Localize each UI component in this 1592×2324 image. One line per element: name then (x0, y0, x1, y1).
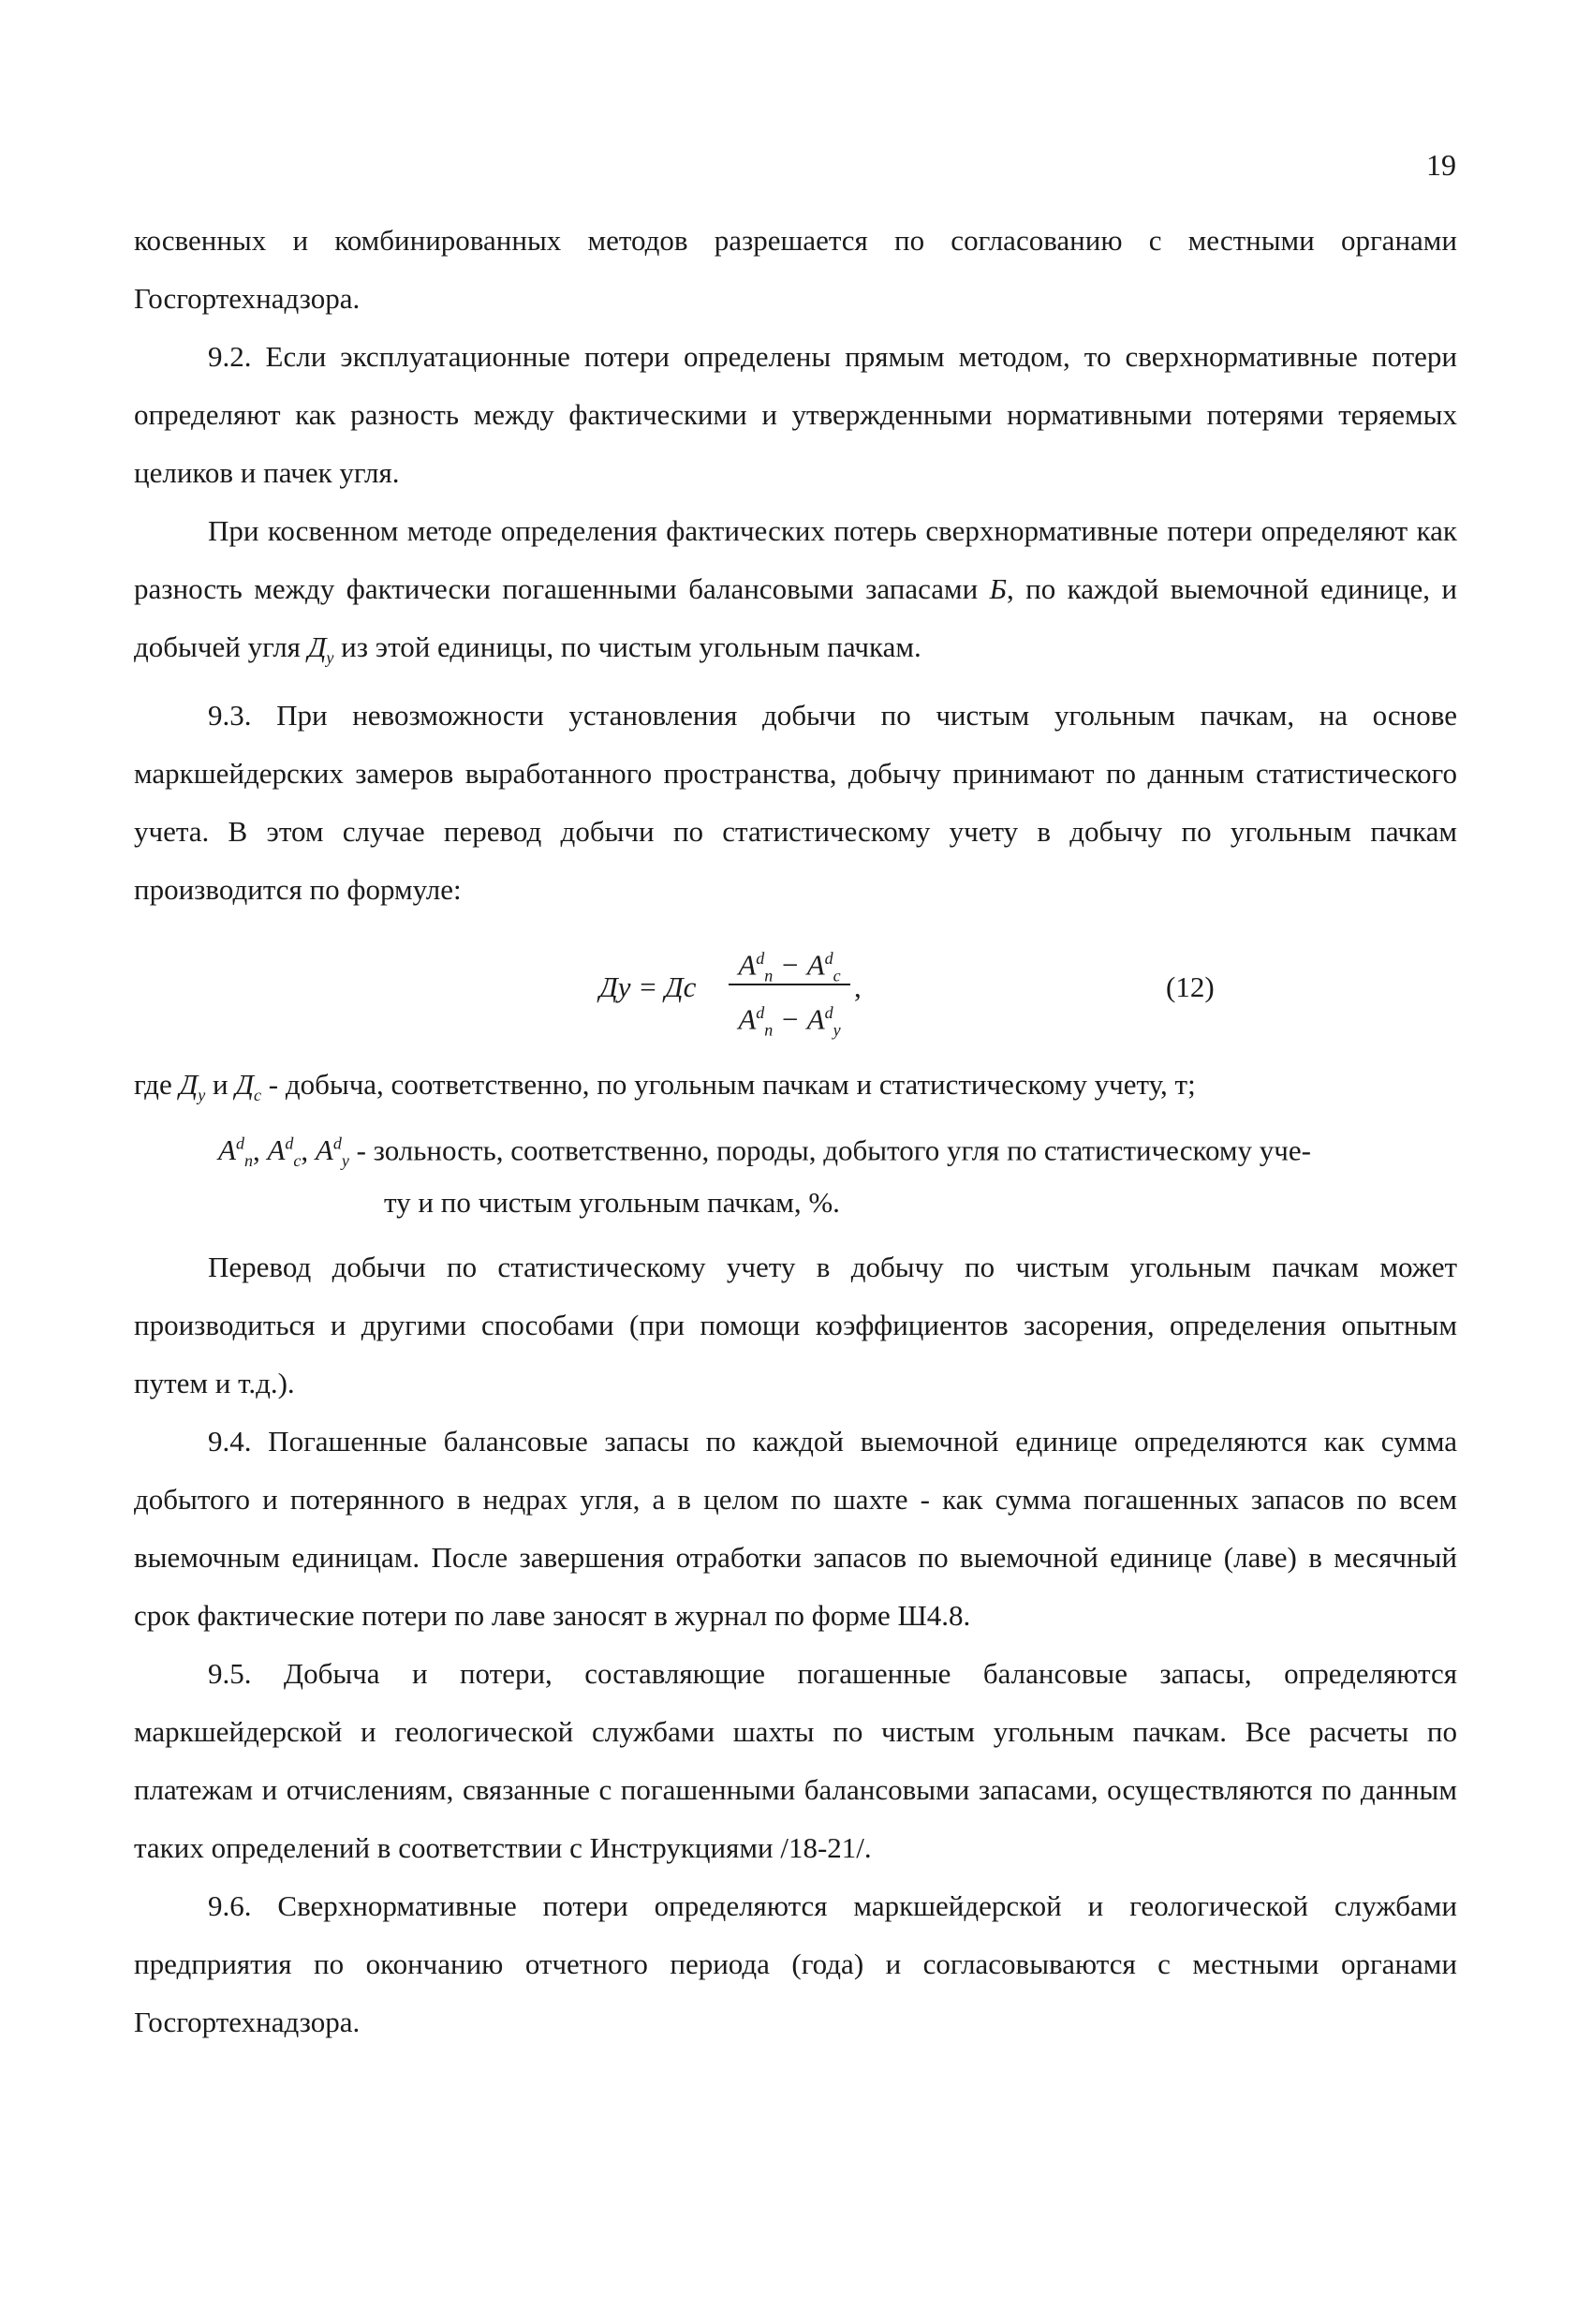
symbol-dc-where (235, 1068, 262, 1105)
paragraph-9-5: 9.5. Добыча и потери, составляющие погашенные балансовые запасы, определяются маркшейдерской и геологической службами шахты по чистым угольным пачкам. Все расчеты по платежам и отчислениям, связанные с погашенными балансовыми запасами, осуществляются по данным таких определений в соответствии с Инструкциями /18-21/. (134, 1657, 1457, 1864)
page-number: 19 (1426, 148, 1456, 182)
num-b-sub: с (833, 966, 841, 985)
formula-numerator (729, 937, 850, 985)
den-b-sub: у (833, 1020, 841, 1040)
where-line-3: ту и по чистым угольным пачкам, %. (384, 1186, 840, 1219)
symbol-du-where (179, 1068, 206, 1105)
paragraph-indirect-method-text-e: из этой единицы, по чистым угольным пачкам. (333, 630, 921, 663)
text-block-top (134, 212, 1457, 919)
paragraph-conversion: Перевод добычи по статистическому учету в добычу по чистым угольным пачкам может производиться и другими способами (при помощи коэффициентов засорения, определения опытным путем и т.д.). (134, 1251, 1457, 1399)
where-and: и (205, 1068, 236, 1101)
paragraph-continuation: косвенных и комбинированных методов разрешается по согласованию с местными органами Госгортехнадзора. (134, 224, 1457, 315)
num-a-sup: d (756, 949, 765, 968)
num-a-sub: п (764, 966, 774, 985)
ash-sep1: , (252, 1133, 268, 1167)
num-b: A (806, 948, 825, 982)
symbol-du (307, 630, 334, 668)
where-sym2: Д (235, 1068, 255, 1101)
den-a-sub: п (764, 1020, 774, 1040)
ash-b-sup: d (285, 1134, 294, 1153)
ash-a-base: A (218, 1133, 236, 1167)
where-sym2-sub: с (254, 1086, 262, 1105)
symbol-du-base: Д (307, 630, 327, 663)
formula-denominator (729, 991, 850, 1040)
num-minus: − (773, 948, 807, 982)
paragraph-9-4: 9.4. Погашенные балансовые запасы по каждой выемочной единице определяются как сумма добытого и потерянного в недрах угля, а в целом по шахте - как сумма погашенных запасов по всем выемочным единицам. После завершения отработки запасов по выемочной единице (лаве) в месячный срок фактические потери по лаве заносят в журнал по форме Ш4.8. (134, 1425, 1457, 1632)
where-prefix: где (134, 1068, 180, 1101)
ash-sep2: , (301, 1133, 316, 1167)
symbol-b: Б (989, 572, 1007, 605)
formula-comma: , (854, 970, 862, 1003)
num-a: A (738, 948, 757, 982)
ash-a-sup: d (235, 1134, 244, 1153)
num-b-sup: d (824, 949, 833, 968)
where-sym1-sub: у (198, 1086, 206, 1105)
paragraph-indirect-method-text-c: , по каждой выемочной единице, и добычей угля (134, 572, 1457, 663)
paragraph-9-2: 9.2. Если эксплуатационные потери определены прямым методом, то сверхнормативные потери определяют как разность между фактическими и утвержденными нормативными потерями теряемых целиков и пачек угля. (134, 340, 1457, 489)
paragraph-indirect-method (134, 502, 1457, 687)
den-a: A (738, 1002, 757, 1036)
paragraph-indirect-method-text-a: При косвенном методе определения фактических потерь сверхнормативные потери определяют как разность между фактически погашенными балансовыми запасами (134, 514, 1457, 605)
ash-b (267, 1133, 302, 1171)
paragraph-9-6: 9.6. Сверхнормативные потери определяются маркшейдерской и геологической службами предприятия по окончанию отчетного периода (года) и согласовываются с местными органами Госгортехнадзора. (134, 1889, 1457, 2038)
formula-12 (599, 937, 908, 1040)
ash-a (218, 1133, 253, 1171)
where-text1: - добыча, соответственно, по угольным пачкам и статистическому учету, т; (261, 1068, 1196, 1101)
den-b: A (806, 1002, 825, 1036)
ash-b-base: A (267, 1133, 286, 1167)
ash-a-sub: п (243, 1151, 253, 1171)
text-block-bottom (134, 1238, 1457, 2051)
den-a-sup: d (756, 1003, 765, 1022)
where-text2: - зольность, соответственно, породы, добытого угля по статистическому уче- (348, 1133, 1311, 1167)
formula-fraction (729, 937, 850, 1040)
ash-c-sub: у (341, 1151, 349, 1171)
fraction-bar (729, 984, 850, 985)
ash-c-sup: d (332, 1134, 342, 1153)
where-sym1: Д (179, 1068, 199, 1101)
paragraph-9-3: 9.3. При невозможности установления добычи по чистым угольным пачкам, на основе маркшейдерских замеров выработанного пространства, добычу принимают по данным статистического учета. В этом случае перевод добычи по статистическому учету в добычу по угольным пачкам производится по формуле: (134, 699, 1457, 907)
symbol-du-sub: у (326, 648, 334, 668)
equation-number: (12) (1166, 970, 1215, 1003)
ash-c-base: A (315, 1133, 333, 1167)
formula-lhs: Ду = Дс (599, 970, 697, 1003)
ash-b-sub: с (293, 1151, 302, 1171)
ash-c (315, 1133, 349, 1171)
den-b-sup: d (824, 1003, 833, 1022)
den-minus: − (773, 1002, 807, 1036)
